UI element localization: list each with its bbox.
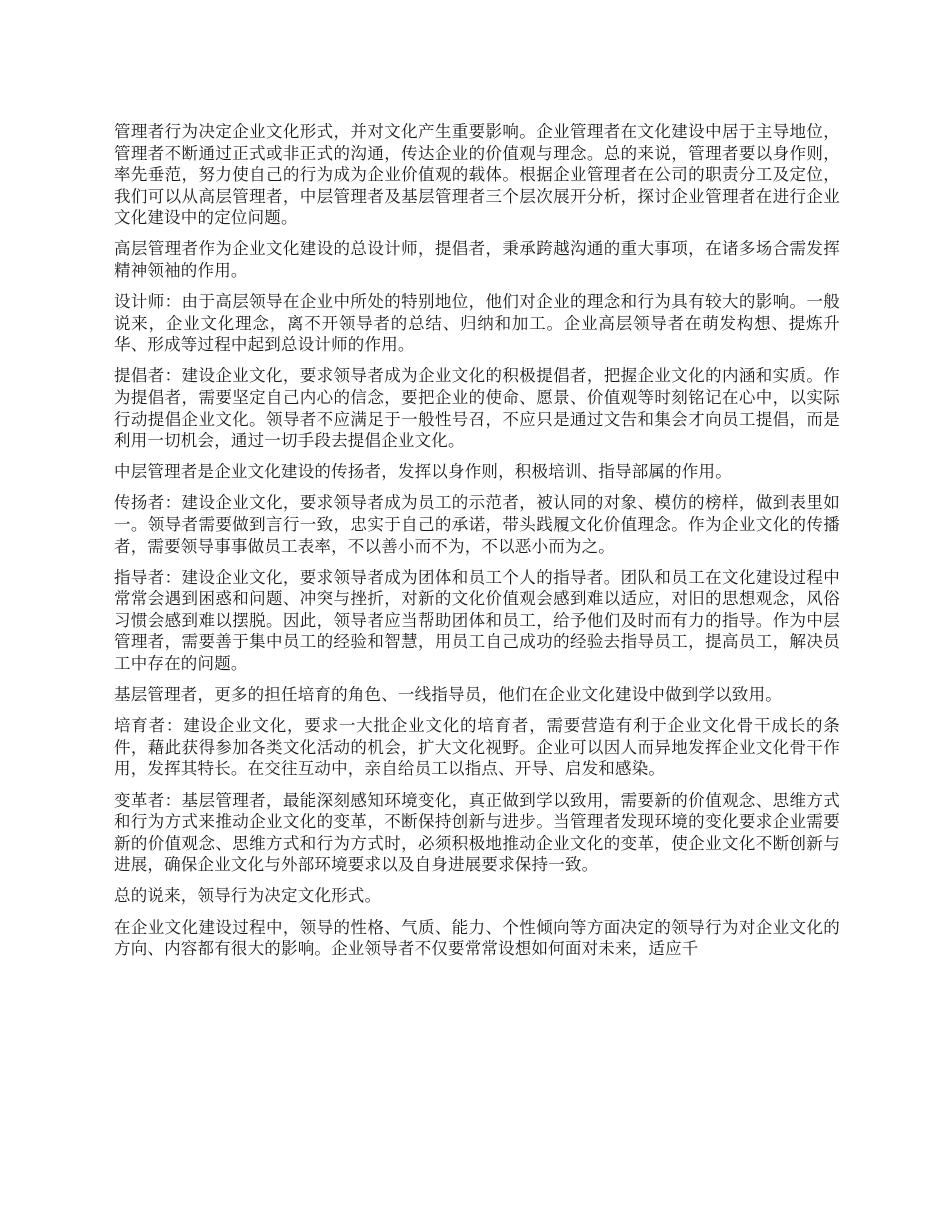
paragraph: 在企业文化建设过程中，领导的性格、气质、能力、个性倾向等方面决定的领导行为对企业文化的方向、内容都有很大的影响。企业领导者不仅要常常设想如何面对未来，适应千 xyxy=(114,917,840,959)
document-body xyxy=(114,121,840,969)
paragraph: 基层管理者，更多的担任培育的角色、一线指导员，他们在企业文化建设中做到学以致用。 xyxy=(114,685,782,705)
paragraph: 总的说来，领导行为决定文化形式。 xyxy=(114,886,382,906)
paragraph: 传扬者：建设企业文化，要求领导者成为员工的示范者，被认同的对象、模仿的榜样，做到表里如一。领导者需要做到言行一致，忠实于自己的承诺，带头践履文化价值理念。作为企业文化的传播者，需要领导事事做员工表率，不以善小而不为，不以恶小而为之。 xyxy=(114,493,840,556)
paragraph: 高层管理者作为企业文化建设的总设计师，提倡者，秉承跨越沟通的重大事项，在诸多场合需发挥精神领袖的作用。 xyxy=(114,239,840,281)
paragraph: 变革者：基层管理者，最能深刻感知环境变化，真正做到学以致用，需要新的价值观念、思维方式和行为方式来推动企业文化的变革，不断保持创新与进步。当管理者发现环境的变化要求企业需要新的价值观念、思维方式和行为方式时，必须积极地推动企业文化的变革，使企业文化不断创新与进展，确保企业文化与外部环境要求以及自身进展要求保持一致。 xyxy=(114,790,840,875)
paragraph: 中层管理者是企业文化建设的传扬者，发挥以身作则，积极培训、指导部属的作用。 xyxy=(114,462,732,482)
paragraph: 培育者：建设企业文化，要求一大批企业文化的培育者，需要营造有利于企业文化骨干成长的条件，藉此获得参加各类文化活动的机会，扩大文化视野。企业可以因人而异地发挥企业文化骨干作用，发挥其特长。在交往互动中，亲自给员工以指点、开导、启发和感染。 xyxy=(114,716,840,779)
paragraph: 指导者：建设企业文化，要求领导者成为团体和员工个人的指导者。团队和员工在文化建设过程中常常会遇到困惑和问题、冲突与挫折，对新的文化价值观会感到难以适应，对旧的思想观念，风俗习惯会感到难以摆脱。因此，领导者应当帮助团体和员工，给予他们及时而有力的指导。作为中层管理者，需要善于集中员工的经验和智慧，用员工自己成功的经验去指导员工，提高员工，解决员工中存在的问题。 xyxy=(114,567,840,674)
paragraph: 提倡者：建设企业文化，要求领导者成为企业文化的积极提倡者，把握企业文化的内涵和实质。作为提倡者，需要坚定自己内心的信念，要把企业的使命、愿景、价值观等时刻铭记在心中，以实际行动提倡企业文化。领导者不应满足于一般性号召，不应只是通过文告和集会才向员工提倡，而是利用一切机会，通过一切手段去提倡企业文化。 xyxy=(114,366,840,451)
paragraph: 设计师：由于高层领导在企业中所处的特别地位，他们对企业的理念和行为具有较大的影响。一般说来，企业文化理念，离不开领导者的总结、归纳和加工。企业高层领导者在萌发构想、提炼升华、形成等过程中起到总设计师的作用。 xyxy=(114,292,840,355)
paragraph: 管理者行为决定企业文化形式，并对文化产生重要影响。企业管理者在文化建设中居于主导地位，管理者不断通过正式或非正式的沟通，传达企业的价值观与理念。总的来说，管理者要以身作则，率先垂范，努力使自己的行为成为企业价值观的载体。根据企业管理者在公司的职责分工及定位，我们可以从高层管理者，中层管理者及基层管理者三个层次展开分析，探讨企业管理者在进行企业文化建设中的定位问题。 xyxy=(114,122,840,228)
